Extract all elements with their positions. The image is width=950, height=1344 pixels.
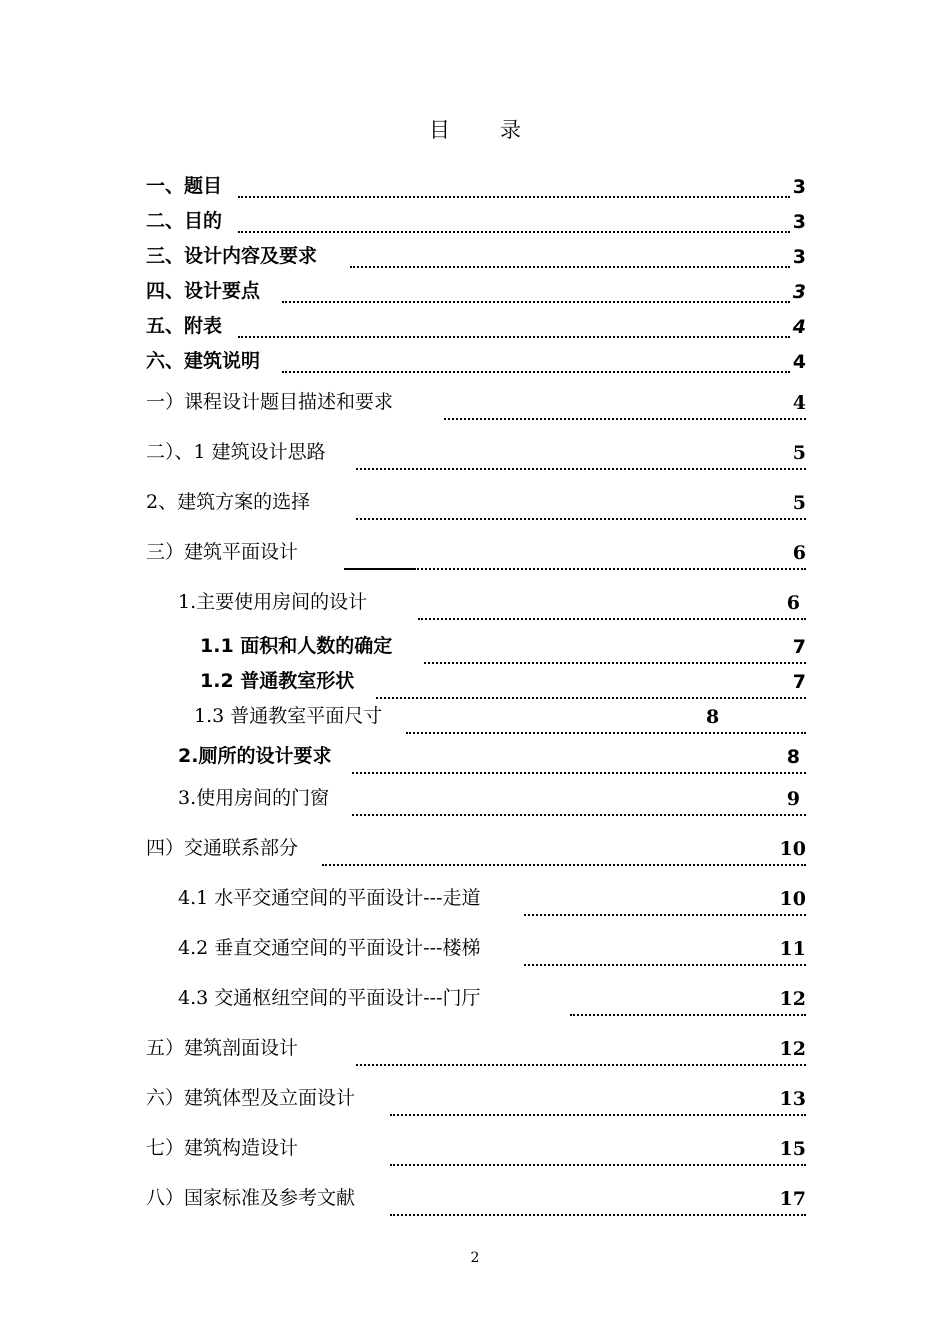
toc-entry-page: 3 [792,176,806,198]
toc-entry-page: 17 [779,1188,806,1210]
toc-entry-label: 四）交通联系部分 [146,837,299,859]
toc-entry-21[interactable] [146,1032,806,1066]
toc-entry-label: 三、设计内容及要求 [146,245,318,267]
toc-entry-page: 13 [779,1088,806,1110]
toc-entry-page: 10 [779,838,806,860]
toc-entry-13[interactable] [200,665,806,699]
toc-entry-4[interactable] [146,275,806,309]
toc-entry-page: 3 [792,246,806,268]
toc-entry-3[interactable] [146,240,806,274]
toc-entry-page: 4 [792,316,806,338]
toc-entry-label: 三）建筑平面设计 [146,541,299,563]
toc-entry-label: 1.3 普通教室平面尺寸 [194,705,383,727]
toc-entry-18[interactable] [178,882,806,916]
toc-entry-6[interactable] [146,345,806,379]
toc-entry-20[interactable] [178,982,806,1016]
toc-entry-label: 一、题目 [146,175,223,197]
toc-entry-12[interactable] [200,630,806,664]
toc-entry-22[interactable] [146,1082,806,1116]
toc-entry-label: 4.3 交通枢纽空间的平面设计---门厅 [178,987,481,1009]
toc-entry-label: 七）建筑构造设计 [146,1137,299,1159]
page-title-part1: 目 [429,118,450,142]
page-title [0,114,950,144]
toc-entry-label: 3.使用房间的门窗 [178,787,330,809]
toc-entry-label: 1.1 面积和人数的确定 [200,635,393,657]
toc-entry-19[interactable] [178,932,806,966]
toc-entry-page: 6 [786,592,800,614]
toc-entry-page: 8 [706,706,720,728]
toc-entry-page: 12 [779,988,806,1010]
toc-entry-label: 1.主要使用房间的设计 [178,591,368,613]
toc-entry-page: 6 [792,542,806,564]
toc-entry-page: 3 [792,281,806,303]
page-number: 2 [470,1250,480,1266]
toc-entry-16[interactable] [178,782,806,816]
toc-entry-page: 4 [792,351,806,373]
toc-entry-label: 六、建筑说明 [146,350,261,372]
toc-entry-5[interactable] [146,310,806,344]
toc-entry-page: 4 [792,392,806,414]
toc-entry-label: 二、目的 [146,210,223,232]
toc-entry-label: 4.2 垂直交通空间的平面设计---楼梯 [178,937,481,959]
toc-entry-page: 7 [792,671,806,693]
toc-entry-24[interactable] [146,1182,806,1216]
toc-entry-page: 11 [779,938,806,960]
toc-entry-label: 五、附表 [146,315,223,337]
toc-entry-label: 1.2 普通教室形状 [200,670,355,692]
toc-entry-page: 7 [792,636,806,658]
page-title-part2: 录 [500,118,521,142]
toc-entry-label: 八）国家标准及参考文献 [146,1187,356,1209]
toc-entry-8[interactable] [146,436,806,470]
toc-entry-label: 4.1 水平交通空间的平面设计---走道 [178,887,481,909]
toc-entry-10[interactable] [146,536,806,570]
toc-entry-label: 五）建筑剖面设计 [146,1037,299,1059]
toc-entry-label: 2.厕所的设计要求 [178,745,332,767]
toc-entry-23[interactable] [146,1132,806,1166]
toc-entry-page: 3 [792,211,806,233]
toc-entry-2[interactable] [146,205,806,239]
toc-entry-7[interactable] [146,386,806,420]
toc-entry-9[interactable] [146,486,806,520]
toc-entry-page: 15 [779,1138,806,1160]
toc-entry-label: 四、设计要点 [146,280,261,302]
toc-entry-14[interactable] [194,700,806,734]
toc-entry-page: 9 [786,788,800,810]
toc-entry-1[interactable] [146,170,806,204]
toc-entry-page: 12 [779,1038,806,1060]
toc-entry-label: 二）、1 建筑设计思路 [146,441,326,463]
toc-entry-label: 2、建筑方案的选择 [146,491,311,513]
toc-entry-page: 10 [779,888,806,910]
toc-entry-15[interactable] [178,740,806,774]
toc-entry-11[interactable] [178,586,806,620]
toc-entry-page: 8 [786,746,800,768]
toc-entry-17[interactable] [146,832,806,866]
toc-entry-label: 一）课程设计题目描述和要求 [146,391,394,413]
toc-entry-page: 5 [792,442,806,464]
toc-entry-page: 5 [792,492,806,514]
toc-entry-label: 六）建筑体型及立面设计 [146,1087,356,1109]
